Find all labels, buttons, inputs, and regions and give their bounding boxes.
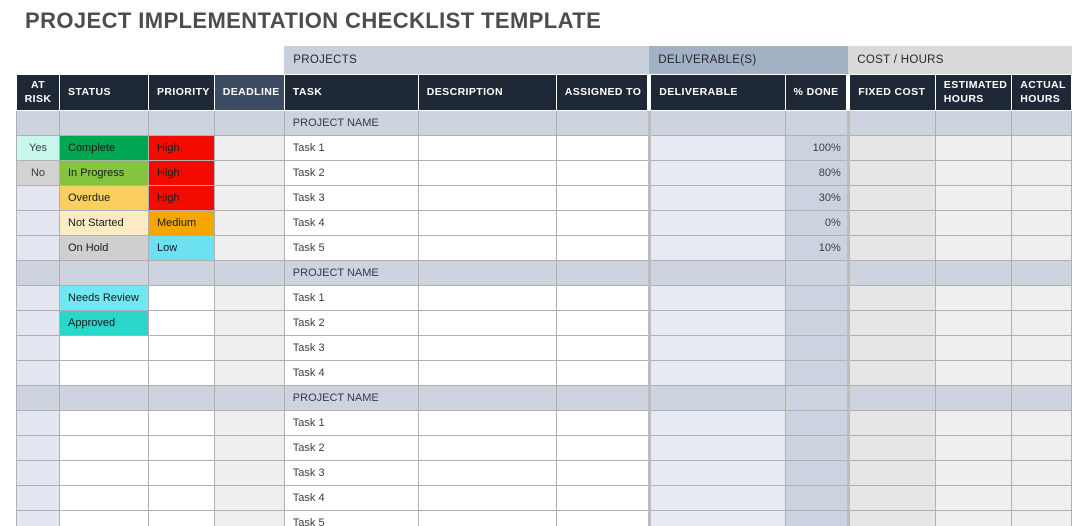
cell-pct-done[interactable] — [785, 261, 848, 286]
cell-fixed-cost[interactable] — [848, 511, 935, 526]
cell-fixed-cost[interactable] — [848, 311, 935, 336]
cell-at-risk[interactable] — [17, 311, 60, 336]
cell-pct-done[interactable] — [785, 386, 848, 411]
cell-pct-done[interactable] — [785, 461, 848, 486]
column-header-deadline: DEADLINE — [214, 75, 284, 111]
cell-deadline[interactable] — [214, 511, 284, 526]
cell-fixed-cost[interactable] — [848, 386, 935, 411]
cell-actual-hours[interactable] — [1012, 161, 1072, 186]
cell-assigned-to[interactable] — [556, 211, 649, 236]
at-risk-value-cell[interactable]: No — [17, 161, 60, 186]
column-header-pct-done: % DONE — [785, 75, 848, 111]
cell-deliverable[interactable] — [649, 111, 785, 136]
cell-estimated-hours[interactable] — [935, 136, 1012, 161]
cell-priority[interactable] — [149, 361, 215, 386]
cell-deadline[interactable] — [214, 186, 284, 211]
cell-task[interactable]: Task 2 — [284, 436, 418, 461]
cell-description[interactable] — [418, 211, 556, 236]
column-header-fixed-cost: FIXED COST — [848, 75, 935, 111]
cell-description[interactable] — [418, 261, 556, 286]
cell-assigned-to[interactable] — [556, 236, 649, 261]
cell-deadline[interactable] — [214, 386, 284, 411]
project-name-cell[interactable]: PROJECT NAME — [284, 111, 418, 136]
cell-assigned-to[interactable] — [556, 286, 649, 311]
cell-priority[interactable] — [149, 111, 215, 136]
cell-estimated-hours[interactable] — [935, 286, 1012, 311]
cell-task[interactable]: Task 3 — [284, 461, 418, 486]
project-name-cell[interactable]: PROJECT NAME — [284, 261, 418, 286]
cell-deliverable[interactable] — [649, 436, 785, 461]
task-row — [17, 161, 1072, 186]
cell-description[interactable] — [418, 411, 556, 436]
cell-deliverable[interactable] — [649, 486, 785, 511]
pct-done-value-cell[interactable]: 100% — [785, 136, 848, 161]
cell-status[interactable] — [60, 511, 149, 526]
pct-done-value-cell[interactable]: 80% — [785, 161, 848, 186]
column-header-priority: PRIORITY — [149, 75, 215, 111]
cell-deadline[interactable] — [214, 286, 284, 311]
cell-deadline[interactable] — [214, 336, 284, 361]
cell-actual-hours[interactable] — [1012, 336, 1072, 361]
cell-pct-done[interactable] — [785, 311, 848, 336]
cell-priority[interactable] — [149, 486, 215, 511]
priority-chip-cell[interactable]: Low — [149, 236, 215, 261]
cell-at-risk[interactable] — [17, 111, 60, 136]
cell-actual-hours[interactable] — [1012, 111, 1072, 136]
cell-fixed-cost[interactable] — [848, 111, 935, 136]
cell-priority[interactable] — [149, 386, 215, 411]
cell-at-risk[interactable] — [17, 236, 60, 261]
cell-deadline[interactable] — [214, 311, 284, 336]
priority-chip-cell[interactable]: High — [149, 136, 215, 161]
cell-description[interactable] — [418, 286, 556, 311]
cell-priority[interactable] — [149, 311, 215, 336]
task-row — [17, 411, 1072, 436]
cell-deliverable[interactable] — [649, 461, 785, 486]
cell-deliverable[interactable] — [649, 186, 785, 211]
cell-assigned-to[interactable] — [556, 436, 649, 461]
column-header-at-risk: AT RISK — [17, 75, 60, 111]
cell-fixed-cost[interactable] — [848, 161, 935, 186]
priority-chip-cell[interactable]: Medium — [149, 211, 215, 236]
cell-status[interactable] — [60, 436, 149, 461]
cell-fixed-cost[interactable] — [848, 486, 935, 511]
cell-deadline[interactable] — [214, 111, 284, 136]
task-row — [17, 286, 1072, 311]
cell-priority[interactable] — [149, 436, 215, 461]
cell-deadline[interactable] — [214, 411, 284, 436]
task-row — [17, 236, 1072, 261]
cell-status[interactable] — [60, 411, 149, 436]
cell-pct-done[interactable] — [785, 411, 848, 436]
cell-fixed-cost[interactable] — [848, 461, 935, 486]
cell-fixed-cost[interactable] — [848, 236, 935, 261]
cell-task[interactable]: Task 4 — [284, 486, 418, 511]
cell-estimated-hours[interactable] — [935, 336, 1012, 361]
task-row — [17, 361, 1072, 386]
status-chip-cell[interactable]: Approved — [60, 311, 149, 336]
task-row — [17, 461, 1072, 486]
cell-task[interactable]: Task 4 — [284, 211, 418, 236]
cell-status[interactable] — [60, 461, 149, 486]
cell-estimated-hours[interactable] — [935, 261, 1012, 286]
cell-fixed-cost[interactable] — [848, 436, 935, 461]
cell-deadline[interactable] — [214, 261, 284, 286]
cell-estimated-hours[interactable] — [935, 186, 1012, 211]
cell-at-risk[interactable] — [17, 411, 60, 436]
cell-deliverable[interactable] — [649, 386, 785, 411]
cell-assigned-to[interactable] — [556, 161, 649, 186]
cell-fixed-cost[interactable] — [848, 186, 935, 211]
cell-deliverable[interactable] — [649, 211, 785, 236]
cell-deadline[interactable] — [214, 136, 284, 161]
cell-actual-hours[interactable] — [1012, 136, 1072, 161]
cell-description[interactable] — [418, 461, 556, 486]
cell-deliverable[interactable] — [649, 361, 785, 386]
pct-done-value-cell[interactable]: 30% — [785, 186, 848, 211]
cell-pct-done[interactable] — [785, 286, 848, 311]
task-row — [17, 511, 1072, 526]
cell-status[interactable] — [60, 261, 149, 286]
task-row — [17, 211, 1072, 236]
cell-at-risk[interactable] — [17, 486, 60, 511]
project-group-row — [17, 261, 1072, 286]
cell-assigned-to[interactable] — [556, 261, 649, 286]
project-name-cell[interactable]: PROJECT NAME — [284, 386, 418, 411]
cell-description[interactable] — [418, 311, 556, 336]
cell-estimated-hours[interactable] — [935, 111, 1012, 136]
cell-task[interactable]: Task 1 — [284, 136, 418, 161]
cell-deliverable[interactable] — [649, 286, 785, 311]
cell-deadline[interactable] — [214, 436, 284, 461]
pct-done-value-cell[interactable]: 10% — [785, 236, 848, 261]
cell-description[interactable] — [418, 511, 556, 526]
project-group-row — [17, 111, 1072, 136]
cell-priority[interactable] — [149, 336, 215, 361]
cell-description[interactable] — [418, 161, 556, 186]
cell-actual-hours[interactable] — [1012, 436, 1072, 461]
column-header-status: STATUS — [60, 75, 149, 111]
section-projects: PROJECTS — [284, 46, 649, 75]
cell-actual-hours[interactable] — [1012, 286, 1072, 311]
cell-actual-hours[interactable] — [1012, 236, 1072, 261]
column-header-deliverable: DELIVERABLE — [649, 75, 785, 111]
column-header-row — [17, 75, 1072, 111]
cell-actual-hours[interactable] — [1012, 411, 1072, 436]
cell-deliverable[interactable] — [649, 161, 785, 186]
section-cost-hours: COST / HOURS — [848, 46, 1072, 75]
checklist-table — [16, 46, 1072, 526]
status-chip-cell[interactable]: Overdue — [60, 186, 149, 211]
cell-pct-done[interactable] — [785, 111, 848, 136]
cell-priority[interactable] — [149, 511, 215, 526]
column-header-description: DESCRIPTION — [418, 75, 556, 111]
cell-task[interactable]: Task 5 — [284, 236, 418, 261]
cell-description[interactable] — [418, 486, 556, 511]
section-spacer — [17, 46, 285, 75]
cell-priority[interactable] — [149, 461, 215, 486]
cell-fixed-cost[interactable] — [848, 411, 935, 436]
cell-task[interactable]: Task 1 — [284, 411, 418, 436]
section-header-row — [17, 46, 1072, 75]
cell-estimated-hours[interactable] — [935, 361, 1012, 386]
cell-actual-hours[interactable] — [1012, 311, 1072, 336]
cell-at-risk[interactable] — [17, 336, 60, 361]
cell-deadline[interactable] — [214, 486, 284, 511]
cell-task[interactable]: Task 1 — [284, 286, 418, 311]
cell-assigned-to[interactable] — [556, 111, 649, 136]
cell-assigned-to[interactable] — [556, 186, 649, 211]
cell-pct-done[interactable] — [785, 486, 848, 511]
section-deliverables: DELIVERABLE(S) — [649, 46, 848, 75]
table-body — [17, 111, 1072, 526]
cell-fixed-cost[interactable] — [848, 286, 935, 311]
cell-deliverable[interactable] — [649, 411, 785, 436]
cell-actual-hours[interactable] — [1012, 261, 1072, 286]
cell-description[interactable] — [418, 361, 556, 386]
cell-deadline[interactable] — [214, 236, 284, 261]
cell-assigned-to[interactable] — [556, 511, 649, 526]
cell-estimated-hours[interactable] — [935, 511, 1012, 526]
cell-at-risk[interactable] — [17, 511, 60, 526]
cell-task[interactable]: Task 5 — [284, 511, 418, 526]
cell-pct-done[interactable] — [785, 436, 848, 461]
task-row — [17, 136, 1072, 161]
task-row — [17, 336, 1072, 361]
cell-estimated-hours[interactable] — [935, 236, 1012, 261]
page — [0, 8, 1091, 526]
cell-actual-hours[interactable] — [1012, 361, 1072, 386]
cell-estimated-hours[interactable] — [935, 461, 1012, 486]
cell-deliverable[interactable] — [649, 311, 785, 336]
cell-at-risk[interactable] — [17, 261, 60, 286]
cell-description[interactable] — [418, 436, 556, 461]
cell-assigned-to[interactable] — [556, 461, 649, 486]
cell-fixed-cost[interactable] — [848, 361, 935, 386]
cell-task[interactable]: Task 3 — [284, 336, 418, 361]
cell-deliverable[interactable] — [649, 136, 785, 161]
cell-status[interactable] — [60, 386, 149, 411]
cell-priority[interactable] — [149, 286, 215, 311]
cell-estimated-hours[interactable] — [935, 161, 1012, 186]
cell-deliverable[interactable] — [649, 511, 785, 526]
cell-at-risk[interactable] — [17, 361, 60, 386]
at-risk-value-cell[interactable]: Yes — [17, 136, 60, 161]
cell-assigned-to[interactable] — [556, 361, 649, 386]
priority-chip-cell[interactable]: High — [149, 161, 215, 186]
cell-fixed-cost[interactable] — [848, 261, 935, 286]
cell-at-risk[interactable] — [17, 436, 60, 461]
cell-at-risk[interactable] — [17, 211, 60, 236]
cell-deadline[interactable] — [214, 161, 284, 186]
cell-pct-done[interactable] — [785, 511, 848, 526]
cell-assigned-to[interactable] — [556, 136, 649, 161]
cell-actual-hours[interactable] — [1012, 386, 1072, 411]
cell-description[interactable] — [418, 236, 556, 261]
task-row — [17, 311, 1072, 336]
cell-at-risk[interactable] — [17, 386, 60, 411]
column-header-assigned-to: ASSIGNED TO — [556, 75, 649, 111]
cell-pct-done[interactable] — [785, 361, 848, 386]
project-group-row — [17, 386, 1072, 411]
cell-task[interactable]: Task 4 — [284, 361, 418, 386]
cell-estimated-hours[interactable] — [935, 211, 1012, 236]
cell-task[interactable]: Task 3 — [284, 186, 418, 211]
status-chip-cell[interactable]: Not Started — [60, 211, 149, 236]
cell-actual-hours[interactable] — [1012, 486, 1072, 511]
cell-description[interactable] — [418, 336, 556, 361]
cell-estimated-hours[interactable] — [935, 386, 1012, 411]
cell-actual-hours[interactable] — [1012, 186, 1072, 211]
cell-status[interactable] — [60, 486, 149, 511]
cell-estimated-hours[interactable] — [935, 411, 1012, 436]
cell-deliverable[interactable] — [649, 336, 785, 361]
column-header-actual-hours: ACTUAL HOURS — [1012, 75, 1072, 111]
cell-actual-hours[interactable] — [1012, 461, 1072, 486]
status-chip-cell[interactable]: Needs Review — [60, 286, 149, 311]
cell-description[interactable] — [418, 386, 556, 411]
cell-fixed-cost[interactable] — [848, 136, 935, 161]
task-row — [17, 486, 1072, 511]
cell-priority[interactable] — [149, 411, 215, 436]
cell-description[interactable] — [418, 136, 556, 161]
cell-status[interactable] — [60, 111, 149, 136]
cell-at-risk[interactable] — [17, 186, 60, 211]
cell-description[interactable] — [418, 111, 556, 136]
cell-at-risk[interactable] — [17, 286, 60, 311]
cell-actual-hours[interactable] — [1012, 211, 1072, 236]
cell-assigned-to[interactable] — [556, 411, 649, 436]
status-chip-cell[interactable]: On Hold — [60, 236, 149, 261]
cell-at-risk[interactable] — [17, 461, 60, 486]
cell-fixed-cost[interactable] — [848, 211, 935, 236]
cell-deadline[interactable] — [214, 461, 284, 486]
cell-deliverable[interactable] — [649, 261, 785, 286]
cell-fixed-cost[interactable] — [848, 336, 935, 361]
cell-actual-hours[interactable] — [1012, 511, 1072, 526]
cell-status[interactable] — [60, 361, 149, 386]
cell-assigned-to[interactable] — [556, 386, 649, 411]
cell-task[interactable]: Task 2 — [284, 161, 418, 186]
status-chip-cell[interactable]: In Progress — [60, 161, 149, 186]
column-header-estimated-hours: ESTIMATED HOURS — [935, 75, 1012, 111]
cell-task[interactable]: Task 2 — [284, 311, 418, 336]
column-header-task: TASK — [284, 75, 418, 111]
task-row — [17, 186, 1072, 211]
cell-assigned-to[interactable] — [556, 336, 649, 361]
cell-deadline[interactable] — [214, 361, 284, 386]
cell-pct-done[interactable] — [785, 336, 848, 361]
cell-estimated-hours[interactable] — [935, 486, 1012, 511]
priority-chip-cell[interactable]: High — [149, 186, 215, 211]
page-title: PROJECT IMPLEMENTATION CHECKLIST TEMPLATE — [25, 8, 602, 33]
cell-deadline[interactable] — [214, 211, 284, 236]
cell-assigned-to[interactable] — [556, 311, 649, 336]
cell-priority[interactable] — [149, 261, 215, 286]
task-row — [17, 436, 1072, 461]
status-chip-cell[interactable]: Complete — [60, 136, 149, 161]
pct-done-value-cell[interactable]: 0% — [785, 211, 848, 236]
cell-deliverable[interactable] — [649, 236, 785, 261]
cell-estimated-hours[interactable] — [935, 311, 1012, 336]
cell-description[interactable] — [418, 186, 556, 211]
cell-status[interactable] — [60, 336, 149, 361]
cell-assigned-to[interactable] — [556, 486, 649, 511]
cell-estimated-hours[interactable] — [935, 436, 1012, 461]
